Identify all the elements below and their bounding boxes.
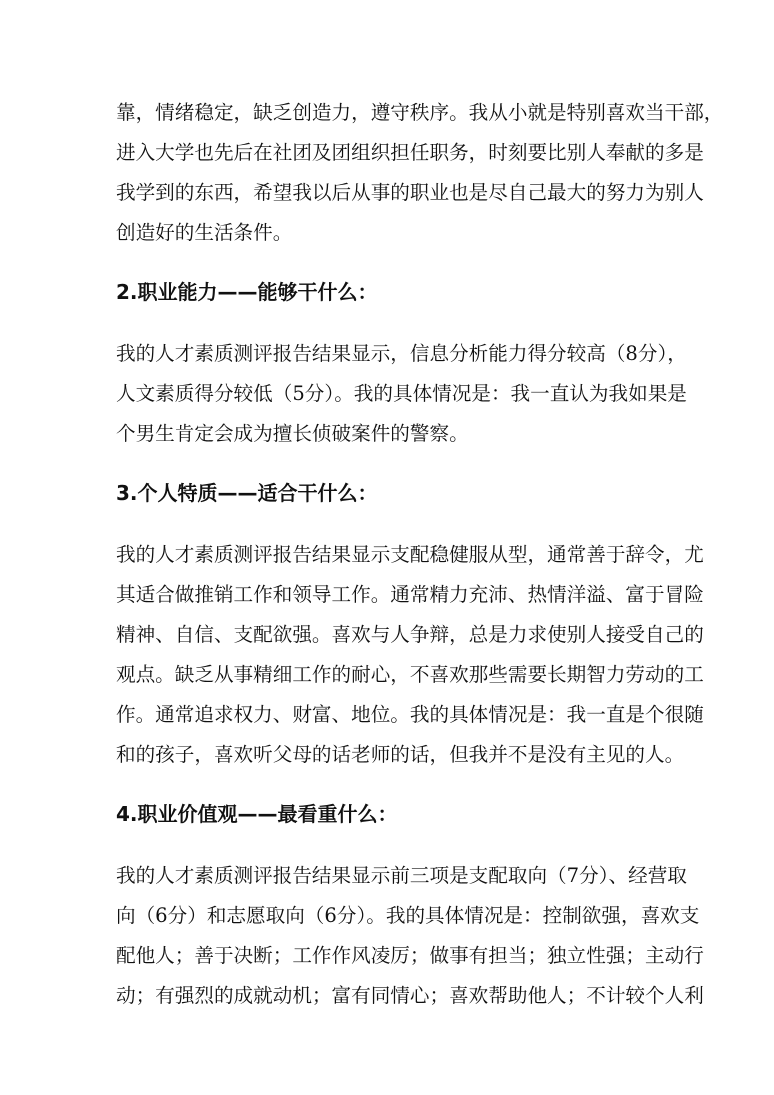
document-body	[116, 93, 724, 1016]
section-heading-career-values: 4.职业价值观——最看重什么：	[116, 802, 398, 826]
text-line: 创造好的生活条件。	[116, 221, 293, 244]
text-line: 其适合做推销工作和领导工作。通常精力充沛、热情洋溢、富于冒险	[116, 583, 704, 606]
text-line: 我的人才素质测评报告结果显示，信息分析能力得分较高（8分），	[116, 342, 687, 365]
text-line: 进入大学也先后在社团及团组织担任职务，时刻要比别人奉献的多是	[116, 141, 704, 164]
paragraph-intro-continuation	[116, 93, 724, 253]
section-heading-career-ability: 2.职业能力——能够干什么：	[116, 280, 378, 304]
paragraph-career-ability	[116, 334, 687, 454]
text-line: 我的人才素质测评报告结果显示前三项是支配取向（7分）、经营取	[116, 864, 687, 887]
spacer	[116, 312, 661, 334]
paragraph-career-values	[116, 856, 704, 1016]
text-line: 动；有强烈的成就动机；富有同情心；喜欢帮助他人；不计较个人利	[116, 984, 704, 1007]
section-heading-personal-traits: 3.个人特质——适合干什么：	[116, 481, 378, 505]
spacer	[116, 775, 661, 794]
text-line: 和的孩子，喜欢听父母的话老师的话，但我并不是没有主见的人。	[116, 743, 685, 766]
text-line: 精神、自信、支配欲强。喜欢与人争辩，总是力求使别人接受自己的	[116, 623, 704, 646]
text-line: 个男生肯定会成为擅长侦破案件的警察。	[116, 422, 469, 445]
text-line: 人文素质得分较低（5分）。我的具体情况是：我一直认为我如果是	[116, 382, 687, 405]
text-line: 作。通常追求权力、财富、地位。我的具体情况是：我一直是个很随	[116, 703, 704, 726]
text-line: 配他人；善于决断；工作作风凌厉；做事有担当；独立性强；主动行	[116, 944, 704, 967]
spacer	[116, 513, 661, 535]
text-line: 向（6分）和志愿取向（6分）。我的具体情况是：控制欲强，喜欢支	[116, 904, 700, 927]
text-line: 我的人才素质测评报告结果显示支配稳健服从型，通常善于辞令，尤	[116, 543, 704, 566]
spacer	[116, 454, 661, 473]
spacer	[116, 253, 661, 272]
text-line: 靠，情绪稳定，缺乏创造力，遵守秩序。我从小就是特别喜欢当干部，	[116, 101, 724, 124]
paragraph-personal-traits	[116, 535, 704, 775]
spacer	[116, 834, 661, 856]
text-line: 我学到的东西，希望我以后从事的职业也是尽自己最大的努力为别人	[116, 181, 704, 204]
text-line: 观点。缺乏从事精细工作的耐心，不喜欢那些需要长期智力劳动的工	[116, 663, 704, 686]
